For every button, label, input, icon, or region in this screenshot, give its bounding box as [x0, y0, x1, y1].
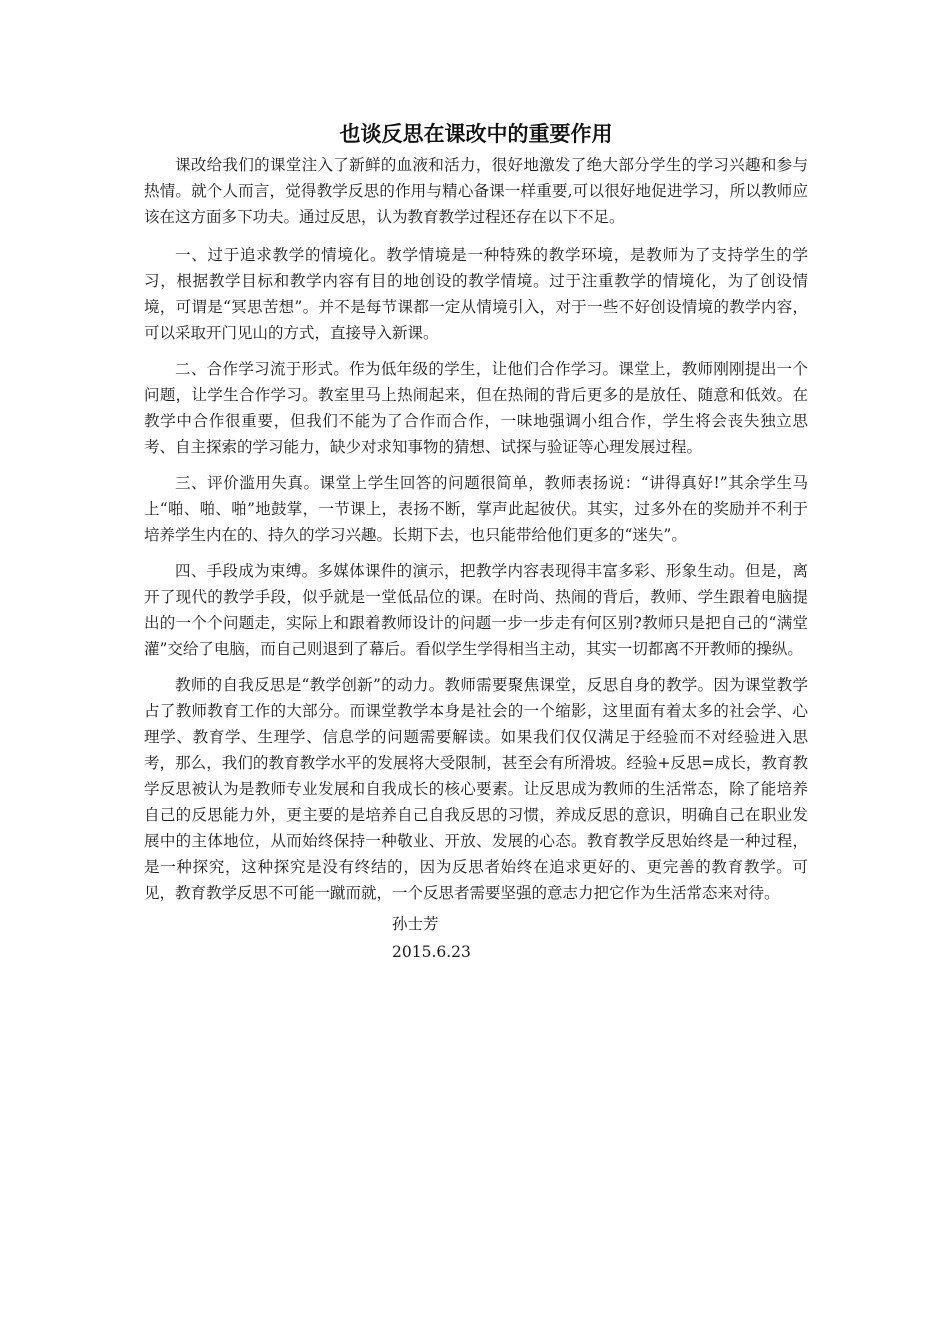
signature-block [392, 910, 808, 966]
document-body [144, 118, 808, 966]
paragraph-conclusion: 教师的自我反思是“教学创新”的动力。教师需要聚焦课堂，反思自身的教学。因为课堂教学占了教师教育工作的大部分。而课堂教学本身是社会的一个缩影，这里面有着太多的社会学、心理学、教育学、生理学、信息学的问题需要解读。如果我们仅仅满足于经验而不对经验进入思考，那么，我们的教育教学水平的发展将大受限制，甚至会有所滑坡。经验+反思=成长，教育教学反思被认为是教师专业发展和自我成长的核心要素。让反思成为教师的生活常态，除了能培养自己的反思能力外，更主要的是培养自己自我反思的习惯，养成反思的意识，明确自己在职业发展中的主体地位，从而始终保持一种敬业、开放、发展的心态。教育教学反思始终是一种过程，是一种探究，这种探究是没有终结的，因为反思者始终在追求更好的、更完善的教育教学。可见，教育教学反思不可能一蹴而就，一个反思者需要坚强的意志力把它作为生活常态来对待。 [144, 676, 808, 902]
paragraph-point-1: 一、过于追求教学的情境化。教学情境是一种特殊的教学环境，是教师为了支持学生的学习，根据教学目标和教学内容有目的地创设的教学情境。过于注重教学的情境化，为了创设情境，可谓是“冥思苦想”。并不是每节课都一定从情境引入，对于一些不好创设情境的教学内容，可以采取开门见山的方式，直接导入新课。 [144, 246, 808, 342]
paragraph-point-4: 四、手段成为束缚。多媒体课件的演示，把教学内容表现得丰富多彩、形象生动。但是，离开了现代的教学手段，似乎就是一堂低品位的课。在时尚、热闹的背后，教师、学生跟着电脑提出的一个个问题走，实际上和跟着教师设计的问题一步一步走有何区别?教师只是把自己的“满堂灌”交给了电脑，而自己则退到了幕后。看似学生学得相当主动，其实一切都离不开教师的操纵。 [144, 562, 808, 658]
paragraph-point-2: 二、合作学习流于形式。作为低年级的学生，让他们合作学习。课堂上，教师刚刚提出一个问题，让学生合作学习。教室里马上热闹起来，但在热闹的背后更多的是放任、随意和低效。在教学中合作很重要，但我们不能为了合作而合作，一味地强调小组合作，学生将会丧失独立思考、自主探索的学习能力，缺少对求知事物的猜想、试探与验证等心理发展过程。 [144, 360, 808, 456]
paragraph-intro: 课改给我们的课堂注入了新鲜的血液和活力，很好地激发了绝大部分学生的学习兴趣和参与热情。就个人而言，觉得教学反思的作用与精心备课一样重要,可以很好地促进学习，所以教师应该在这方面多下功夫。通过反思，认为教育教学过程还存在以下不足。 [144, 156, 808, 226]
author-name: 孙士芳 [392, 915, 439, 933]
paragraph-point-3: 三、评价滥用失真。课堂上学生回答的问题很简单，教师表扬说：“讲得真好!”其余学生马上“啪、啪、啪”地鼓掌，一节课上，表扬不断，掌声此起彼伏。其实，过多外在的奖励并不利于培养学生内在的、持久的学习兴趣。长期下去，也只能带给他们更多的“迷失”。 [144, 474, 808, 544]
document-date: 2015.6.23 [392, 943, 471, 961]
document-title: 也谈反思在课改中的重要作用 [339, 122, 613, 146]
